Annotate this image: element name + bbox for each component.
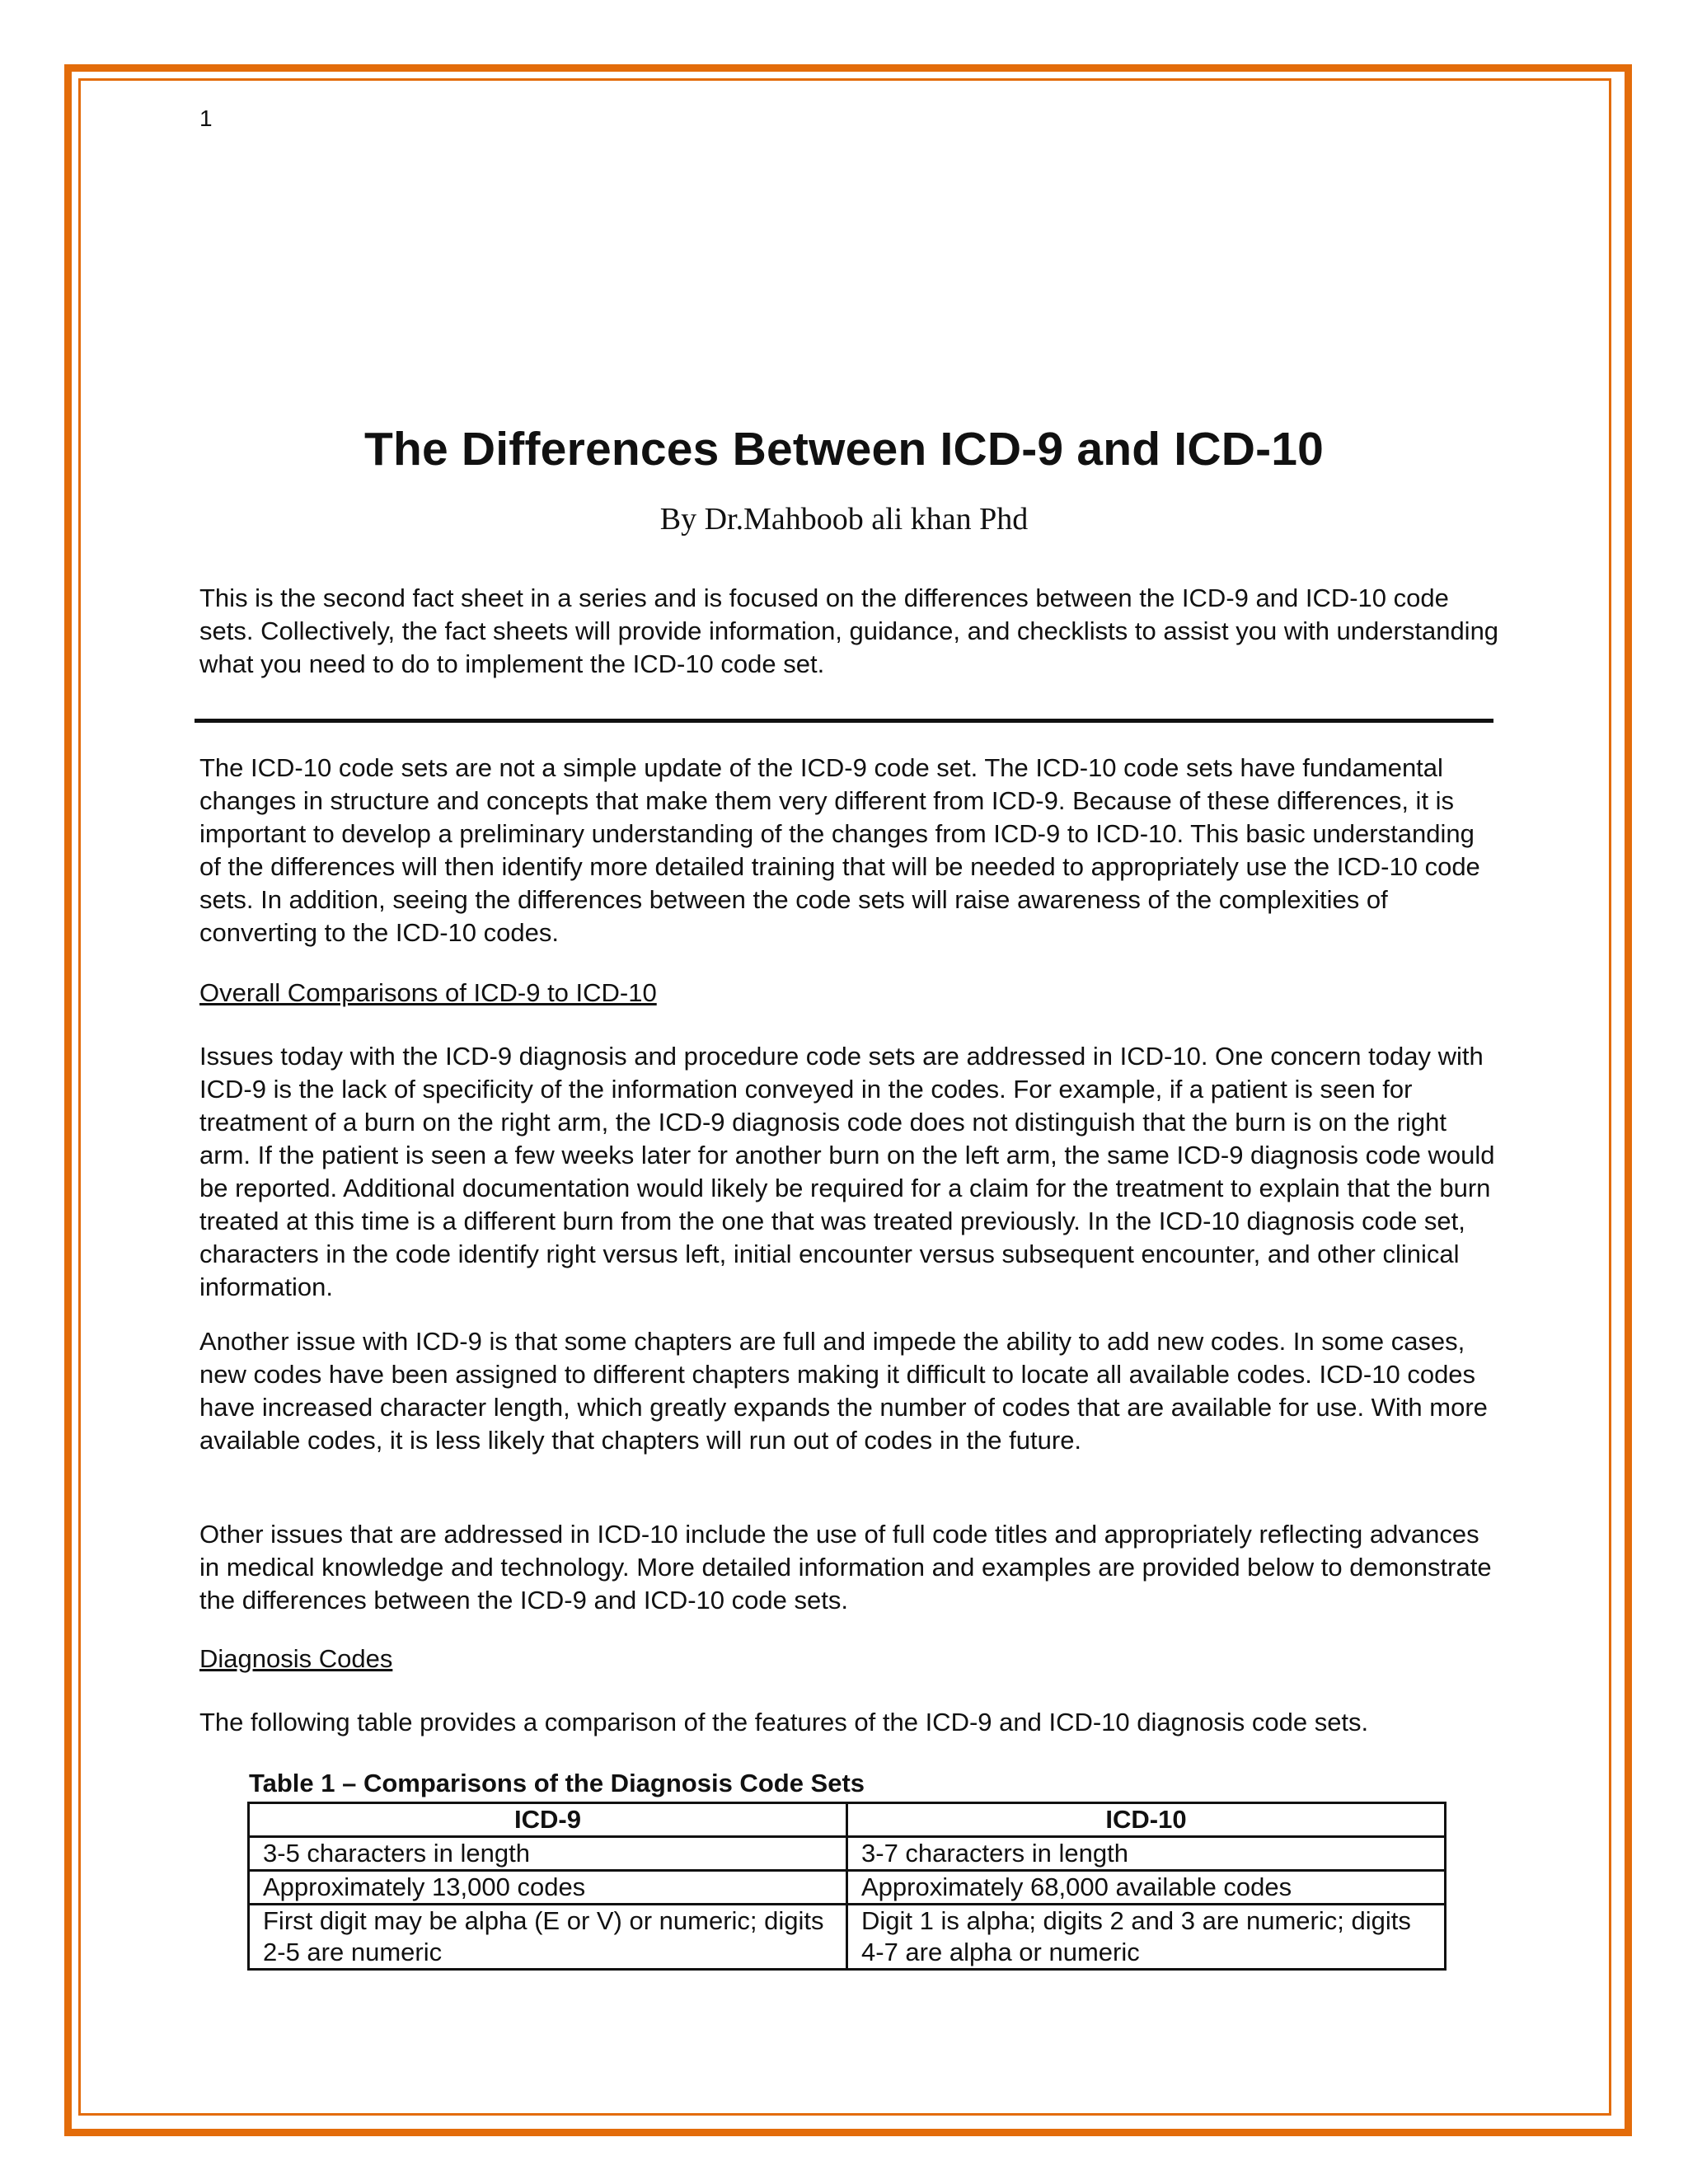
- author-line: By Dr.Mahboob ali khan Phd: [659, 502, 1029, 537]
- comparison-table: [247, 1802, 1447, 1971]
- table-cell: First digit may be alpha (E or V) or numeric; digits 2-5 are numeric: [249, 1905, 847, 1970]
- table-row: [249, 1871, 1446, 1905]
- table-cell: Approximately 68,000 available codes: [847, 1871, 1446, 1905]
- intro-paragraph: This is the second fact sheet in a series and is focused on the differences between the ICD-9 and ICD-10 code sets. Collectively, the fact sheets will provide information, guidance, and checklists to assist you with understanding what you need to do to implement the ICD-10 code set.: [199, 583, 1499, 678]
- document-title: The Differences Between ICD-9 and ICD-10: [363, 423, 1325, 476]
- table-cell: 3-7 characters in length: [847, 1837, 1446, 1871]
- table-header-icd9: ICD-9: [249, 1803, 847, 1837]
- table-title: Table 1 – Comparisons of the Diagnosis Code Sets: [249, 1769, 865, 1797]
- section-heading-diagnosis-codes: Diagnosis Codes: [199, 1644, 393, 1673]
- body-paragraph-5: The following table provides a comparison of the features of the ICD-9 and ICD-10 diagnosis code sets.: [199, 1708, 1369, 1736]
- page-number: 1: [199, 105, 213, 131]
- body-paragraph-3: Another issue with ICD-9 is that some chapters are full and impede the ability to add new codes. In some cases, new codes have been assigned to different chapters making it difficult to locate all available codes. ICD-10 codes have increased character length, which greatly expands the number of codes that are available for use. With more available codes, it is less likely that chapters will run out of codes in the future.: [199, 1327, 1488, 1455]
- table-cell: Approximately 13,000 codes: [249, 1871, 847, 1905]
- body-paragraph-1: The ICD-10 code sets are not a simple update of the ICD-9 code set. The ICD-10 code sets have fundamental changes in structure and concepts that make them very different from ICD-9. Because of these differences, it is important to develop a preliminary understanding of the changes from ICD-9 to ICD-10. This basic understanding of the differences will then identify more detailed training that will be needed to appropriately use the ICD-10 code sets. In addition, seeing the differences between the code sets will raise awareness of the complexities of converting to the ICD-10 codes.: [199, 753, 1480, 947]
- section-heading-comparisons: Overall Comparisons of ICD-9 to ICD-10: [199, 978, 657, 1007]
- body-paragraph-4: Other issues that are addressed in ICD-10 include the use of full code titles and appropriately reflecting advances in medical knowledge and technology. More detailed information and examples are provided below to demonstrate the differences between the ICD-9 and ICD-10 code sets.: [199, 1520, 1492, 1615]
- table-row: [249, 1905, 1446, 1970]
- table-header-row: [249, 1803, 1446, 1837]
- section-divider: [195, 719, 1493, 723]
- table-header-icd10: ICD-10: [847, 1803, 1446, 1837]
- body-paragraph-2: Issues today with the ICD-9 diagnosis and procedure code sets are addressed in ICD-10. One concern today with ICD-9 is the lack of specificity of the information conveyed in the codes. For example, if a patient is seen for treatment of a burn on the right arm, the ICD-9 diagnosis code does not distinguish that the burn is on the right arm. If the patient is seen a few weeks later for another burn on the left arm, the same ICD-9 diagnosis code would be reported. Additional documentation would likely be required for a claim for the treatment to explain that the burn treated at this time is a different burn from the one that was treated previously. In the ICD-10 diagnosis code set, characters in the code identify right versus left, initial encounter versus subsequent encounter, and other clinical information.: [199, 1042, 1495, 1301]
- table-cell: Digit 1 is alpha; digits 2 and 3 are numeric; digits 4-7 are alpha or numeric: [847, 1905, 1446, 1970]
- table-row: [249, 1837, 1446, 1871]
- table-cell: 3-5 characters in length: [249, 1837, 847, 1871]
